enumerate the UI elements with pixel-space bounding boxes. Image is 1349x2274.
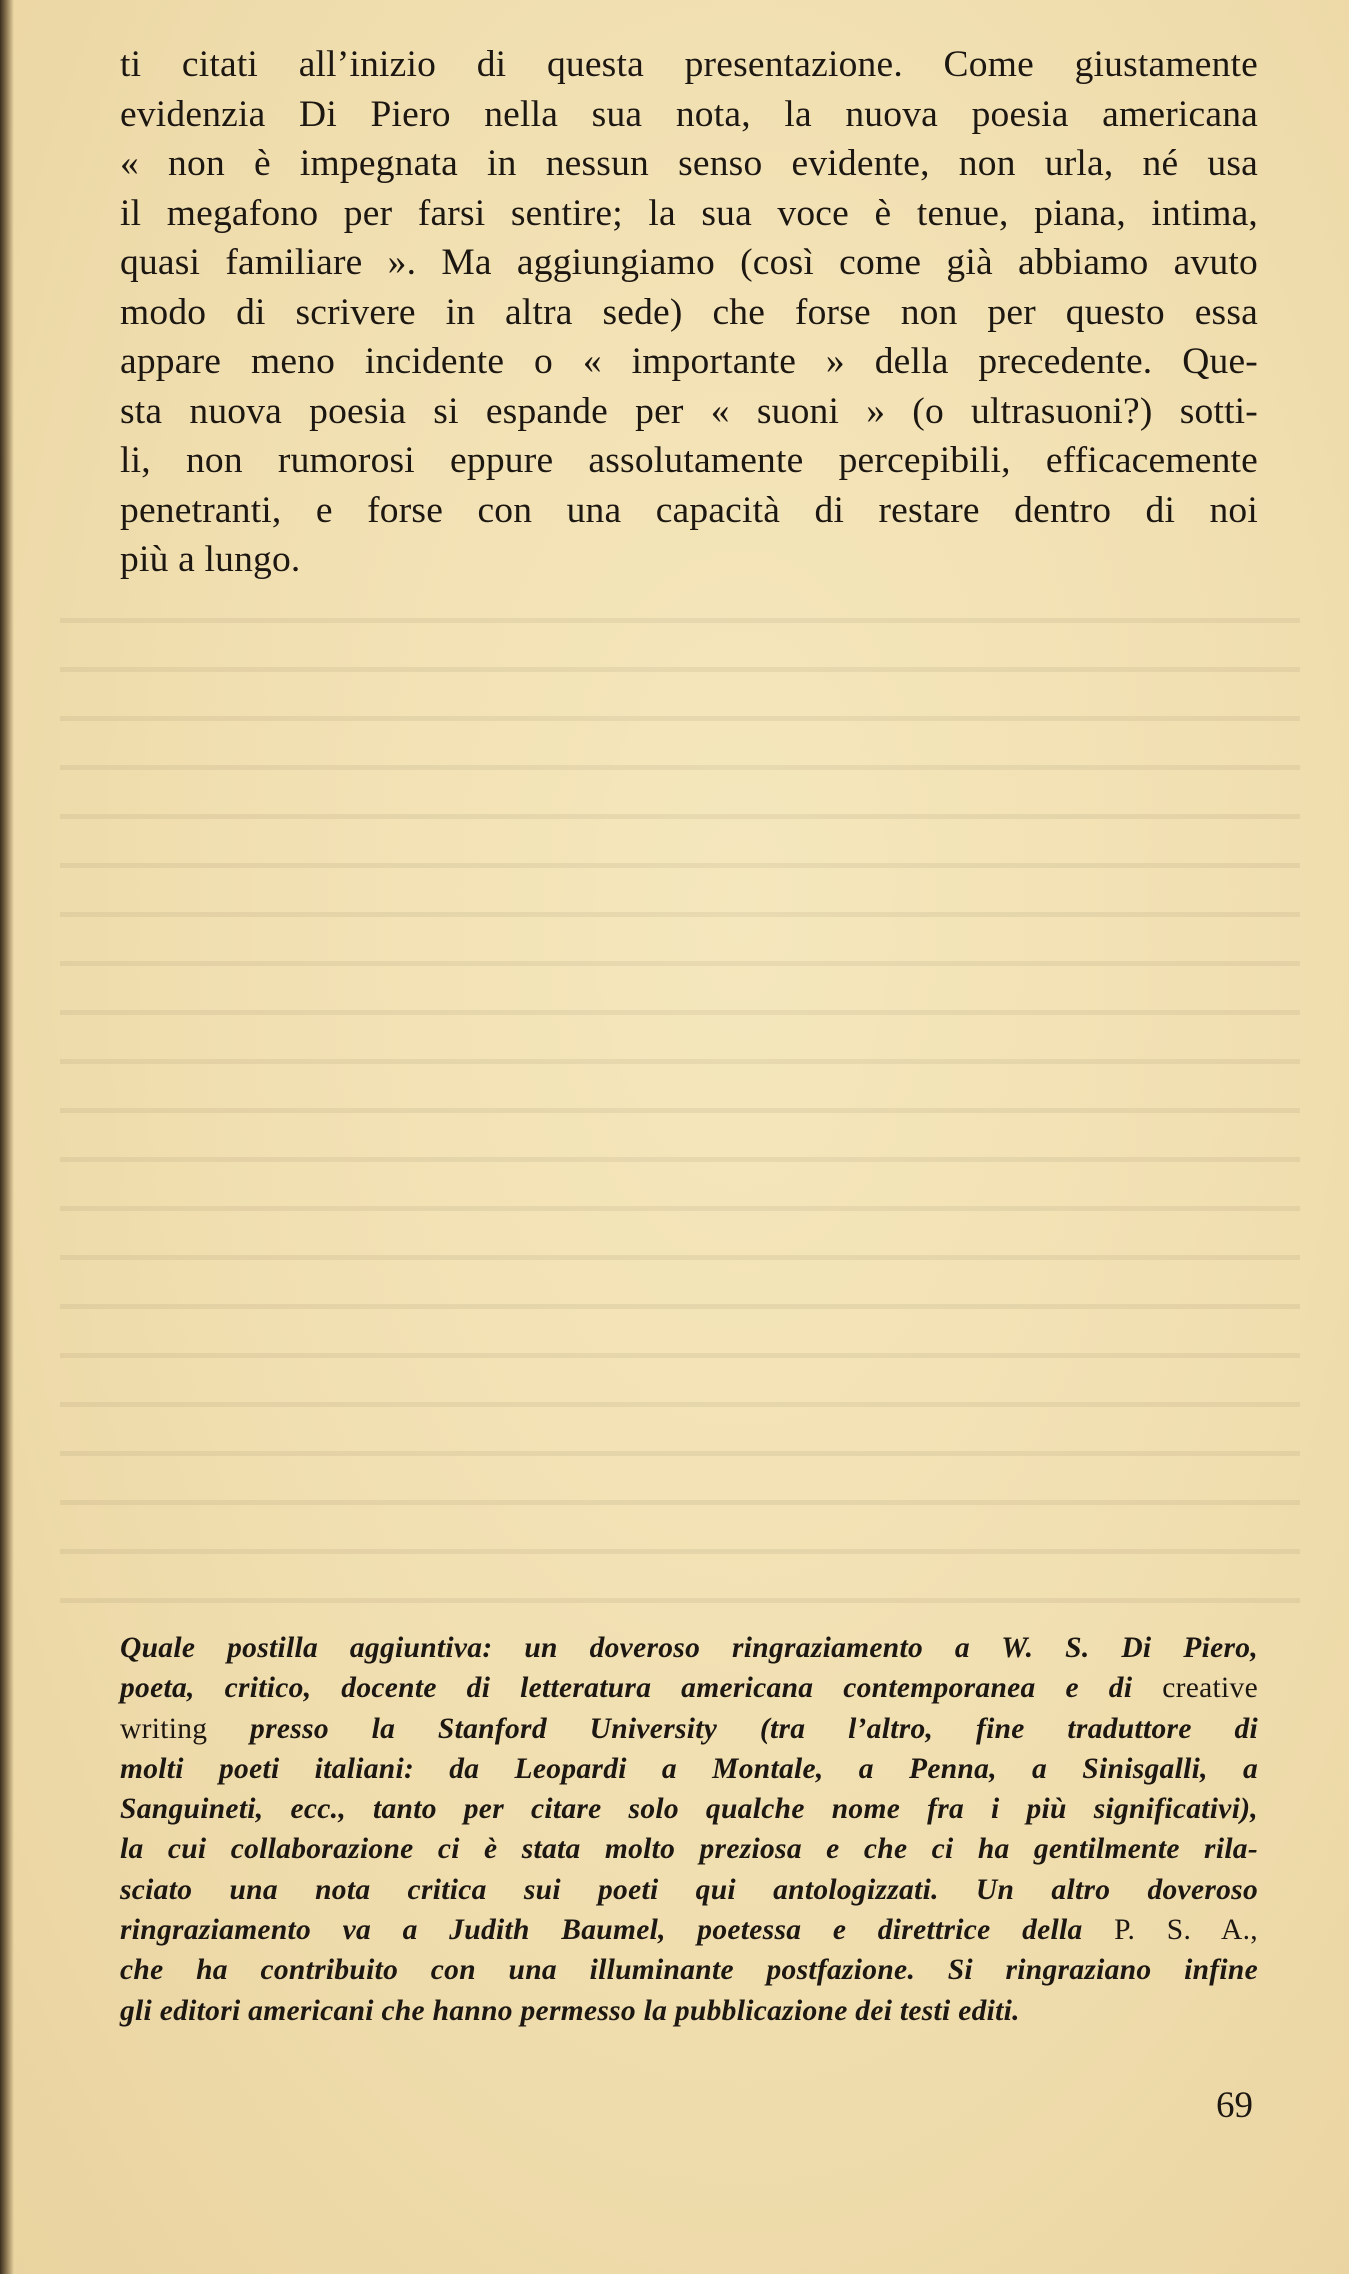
body-line: evidenzia Di Piero nella sua nota, la nuova poesia americana xyxy=(120,93,1258,135)
note-text: poeta, critico, docente di letteratura americana contemporanea e di xyxy=(120,1672,1163,1705)
note-line xyxy=(120,1668,1258,1708)
note-line: molti poeti italiani: da Leopardi a Montale, a Penna, a Sinisgalli, a xyxy=(120,1752,1258,1785)
note-line xyxy=(120,1709,1258,1749)
page-edge-shadow xyxy=(0,0,14,2274)
body-line: sta nuova poesia si espande per « suoni » (o ultrasuoni?) sotti- xyxy=(120,390,1258,432)
note-line xyxy=(120,1910,1258,1950)
acknowledgement-note xyxy=(120,1628,1258,2031)
note-text: ringraziamento va a Judith Baumel, poetessa e direttrice della xyxy=(120,1914,1115,1947)
page-number: 69 xyxy=(1216,2085,1253,2126)
body-paragraph xyxy=(120,40,1258,585)
body-line: modo di scrivere in altra sede) che forse non per questo essa xyxy=(120,291,1258,333)
body-line: quasi familiare ». Ma aggiungiamo (così come già abbiamo avuto xyxy=(120,242,1258,283)
body-line: penetranti, e forse con una capacità di restare dentro di noi xyxy=(120,489,1258,531)
body-line: ti citati all’inizio di questa presentazione. Come giustamente xyxy=(120,44,1258,85)
body-line: più a lungo. xyxy=(120,539,301,580)
body-line: « non è impegnata in nessun senso evidente, non urla, né usa xyxy=(120,143,1258,184)
main-text-block xyxy=(120,40,1258,585)
note-line: la cui collaborazione ci è stata molto preziosa e che ci ha gentilmente rila- xyxy=(120,1833,1258,1866)
body-line: il megafono per farsi sentire; la sua voce è tenue, piana, intima, xyxy=(120,192,1258,234)
note-line: gli editori americani che hanno permesso la pubblicazione dei testi editi. xyxy=(120,1994,1020,2027)
show-through-text xyxy=(60,590,1300,1610)
note-paragraph xyxy=(120,1628,1258,2031)
body-line: li, non rumorosi eppure assolutamente percepibili, efficacemente xyxy=(120,440,1258,481)
note-line: Sanguineti, ecc., tanto per citare solo qualche nome fra i più significativi), xyxy=(120,1793,1258,1826)
body-line: appare meno incidente o « importante » della precedente. Que- xyxy=(120,341,1258,382)
note-line: che ha contribuito con una illuminante postfazione. Si ringraziano infine xyxy=(120,1954,1258,1987)
note-line: Quale postilla aggiuntiva: un doveroso ringraziamento a W. S. Di Piero, xyxy=(120,1632,1258,1664)
note-roman-text: writing xyxy=(120,1712,208,1745)
note-roman-text: creative xyxy=(1162,1672,1258,1705)
note-line: sciato una nota critica sui poeti qui antologizzati. Un altro doveroso xyxy=(120,1873,1258,1906)
note-text: presso la Stanford University (tra l’altro, fine traduttore di xyxy=(207,1712,1258,1745)
note-roman-text: P. S. A., xyxy=(1114,1914,1258,1947)
